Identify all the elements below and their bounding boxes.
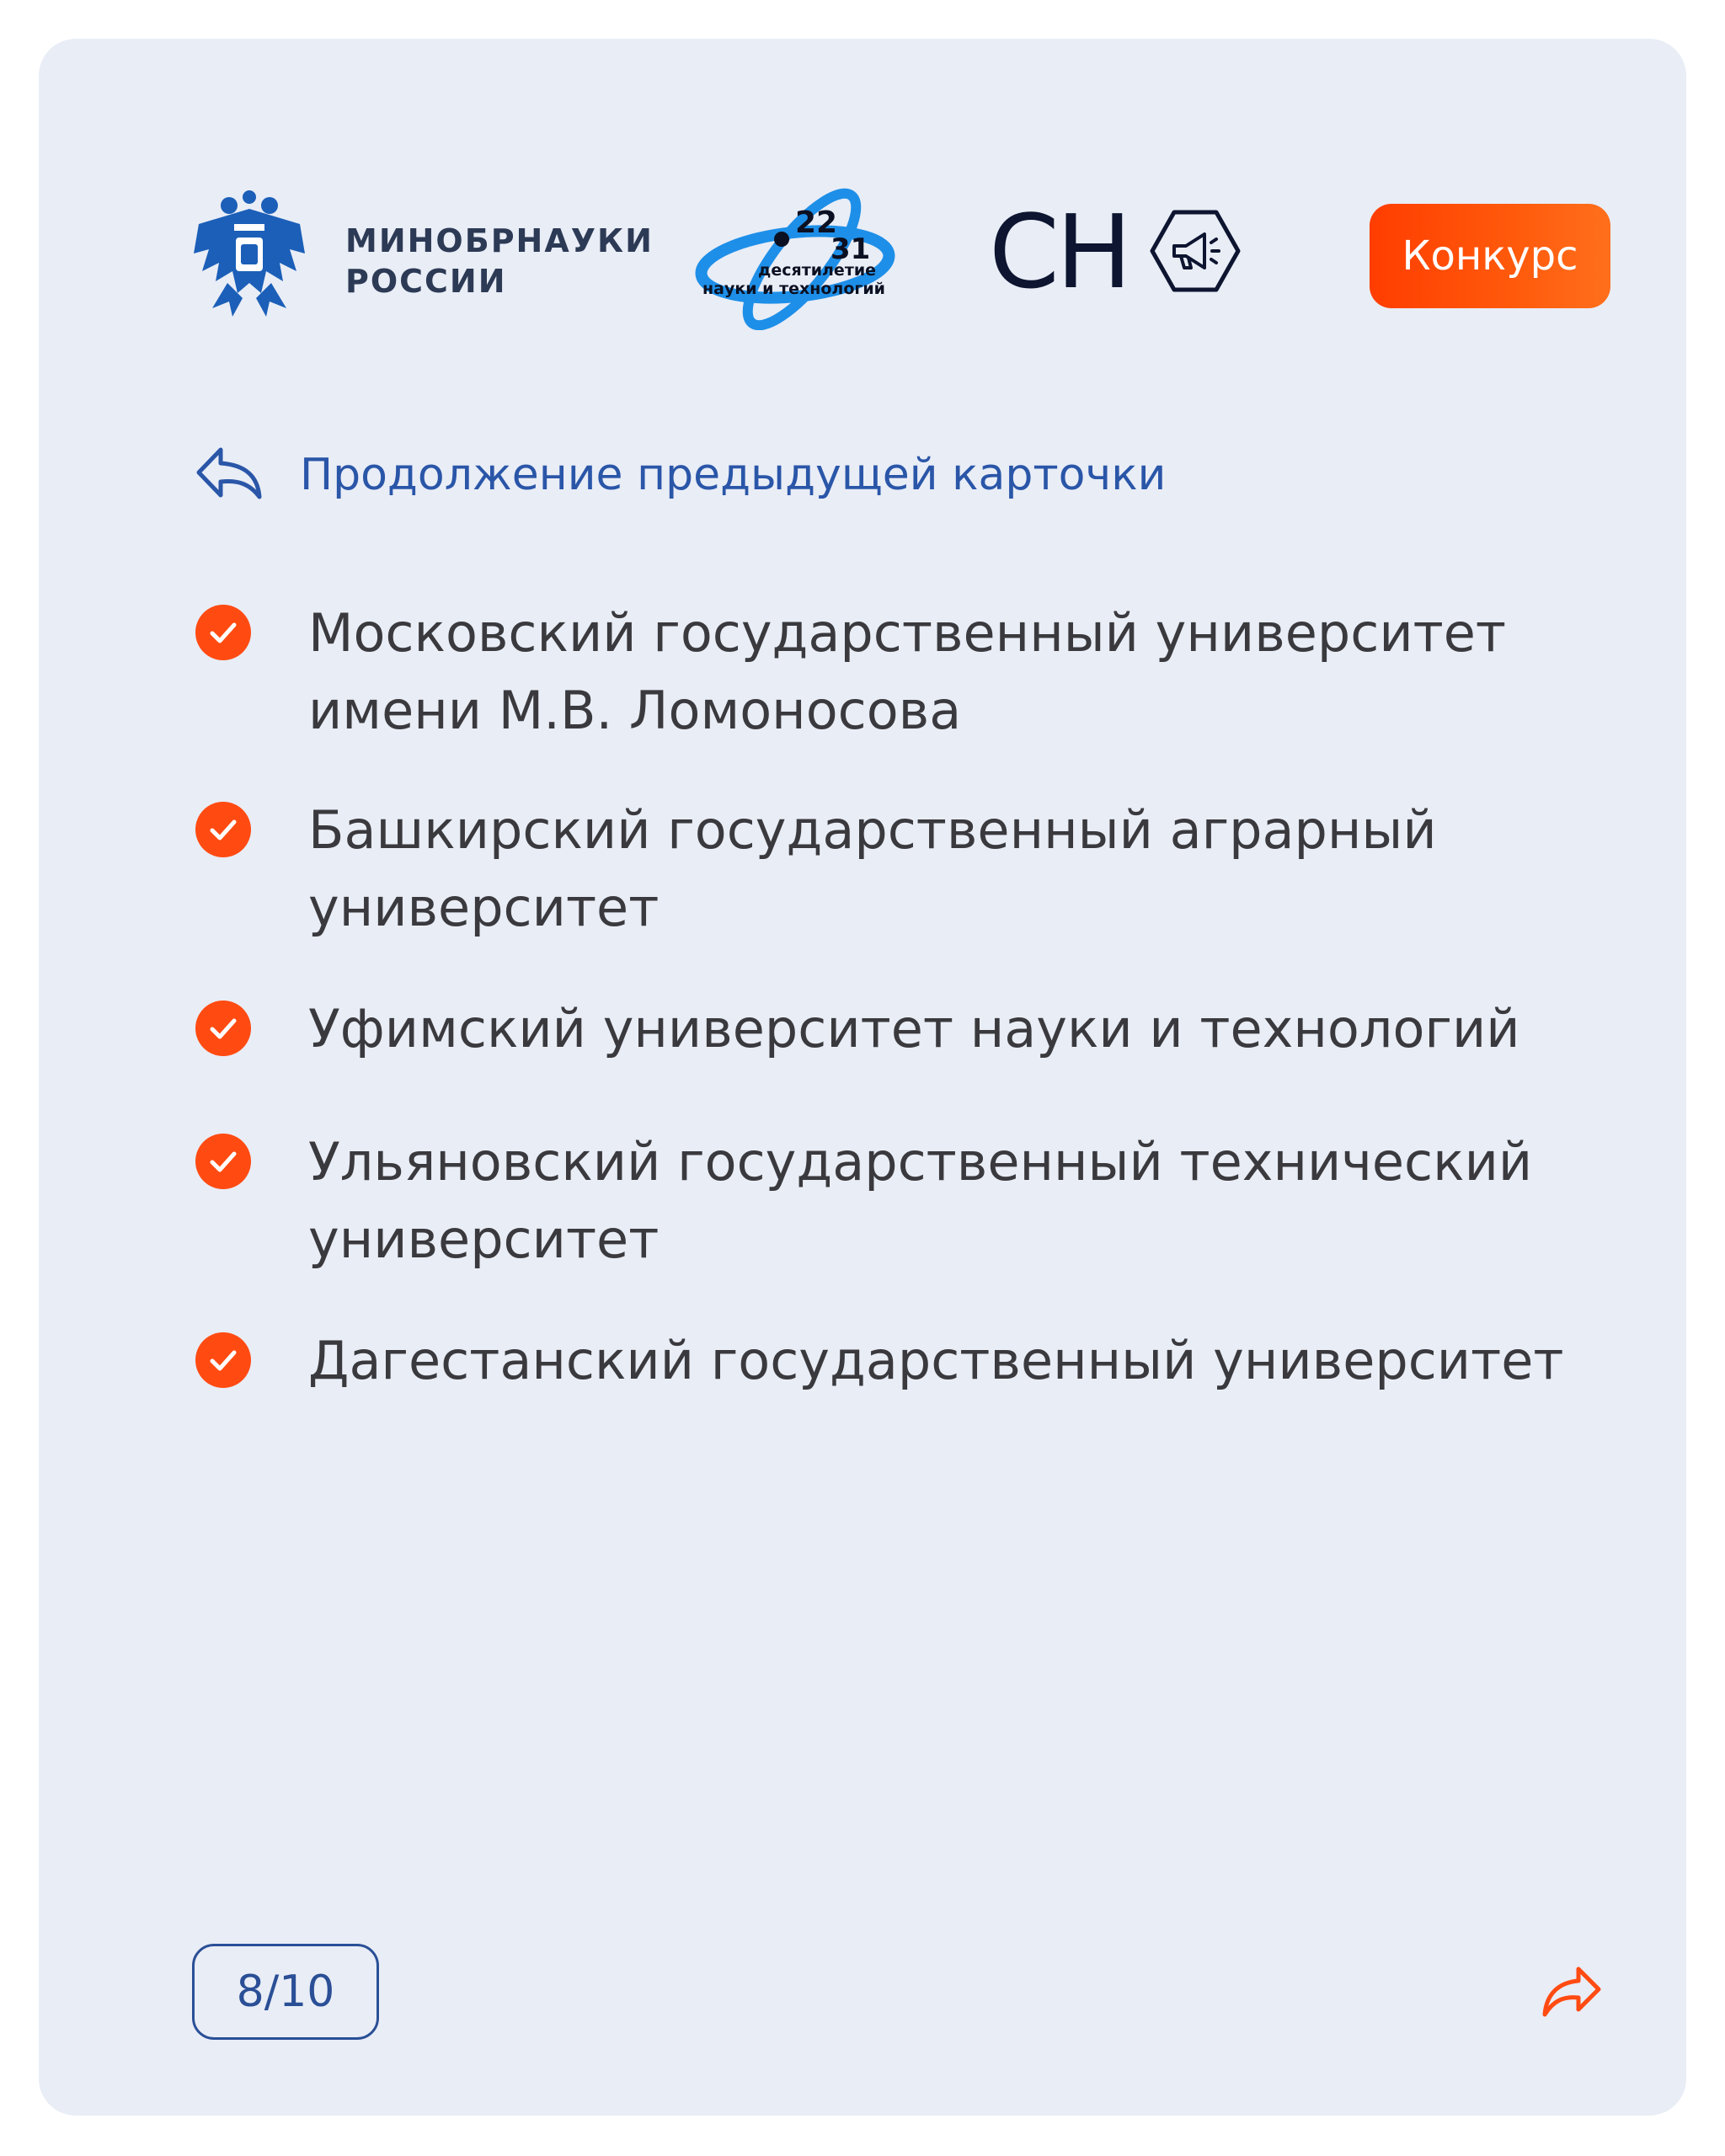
decade-year-start: 22 (795, 205, 838, 240)
ministry-name-line2: РОССИИ (345, 263, 507, 300)
list-item-text: Уфимский университет науки и технологий (308, 998, 1520, 1059)
sno-logo (989, 195, 1242, 312)
check-circle-icon (195, 802, 251, 857)
forward-arrow-icon[interactable] (1541, 1964, 1602, 2018)
list-item-text: Башкирский государственный аграрный университет (308, 799, 1437, 938)
card (39, 39, 1686, 2116)
ministry-logo (190, 190, 654, 325)
reply-arrow-icon (195, 445, 263, 504)
decade-caption-line1: десятилетие (758, 261, 877, 280)
list-item-text: Московский государственный университет имени М.В. Ломоносова (308, 602, 1507, 741)
page-indicator: 8/10 (192, 1944, 379, 2040)
previous-card-label: Продолжение предыдущей карточки (300, 450, 1167, 500)
ministry-name-line1: МИНОБРНАУКИ (345, 222, 654, 259)
sno-text: СН (989, 195, 1130, 312)
list-item-text: Ульяновский государственный технический университет (308, 1131, 1533, 1270)
megaphone-hexagon-icon (1149, 209, 1242, 293)
check-circle-icon (195, 605, 251, 660)
coat-of-arms-icon (190, 190, 308, 321)
contest-badge[interactable]: Конкурс (1370, 204, 1610, 308)
check-circle-icon (195, 1001, 251, 1056)
ministry-name (345, 221, 654, 302)
list-item-text: Дагестанский государственный университет (308, 1330, 1564, 1391)
check-circle-icon (195, 1134, 251, 1189)
decade-year-end: 31 (830, 232, 871, 266)
decade-caption-line2: науки и технологий (702, 280, 885, 298)
check-circle-icon (195, 1332, 251, 1388)
decade-logo (694, 187, 896, 330)
